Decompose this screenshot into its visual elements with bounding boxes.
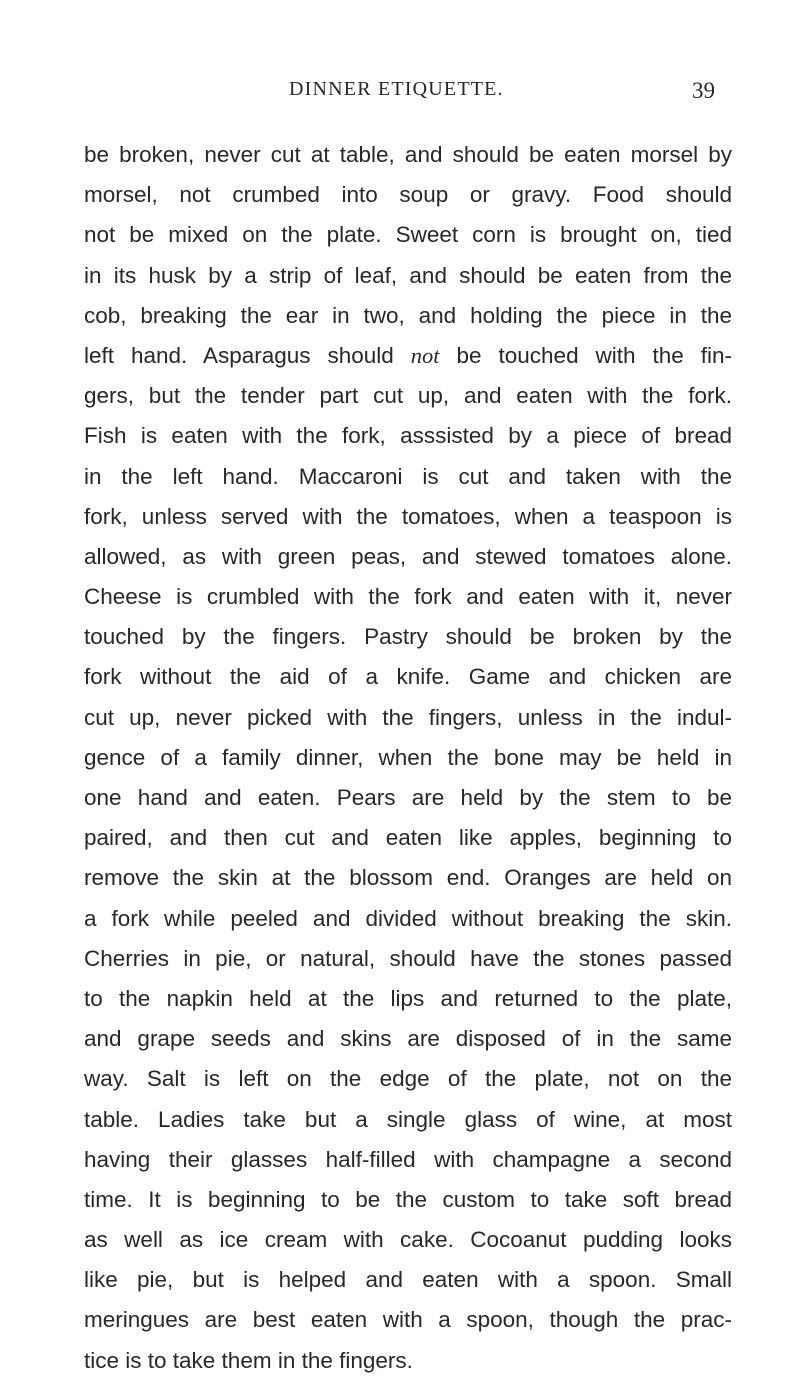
page-number: 39 — [692, 78, 715, 103]
text-line: one hand and eaten. Pears are held by the stem to be — [84, 785, 732, 810]
text-line: be broken, never cut at table, and should be eaten morsel by — [84, 142, 732, 167]
text-line: Cherries in pie, or natural, should have the stones passed — [84, 945, 732, 971]
text-line: gence of a family dinner, when the bone may be held in — [84, 744, 732, 770]
text-line: fork without the aid of a knife. Game and chicken are — [84, 664, 732, 690]
text-line: not be mixed on the plate. Sweet corn is brought on, tied — [84, 222, 732, 248]
text-line — [84, 336, 732, 376]
text-line: fork, unless served with the tomatoes, when a teaspoon is — [84, 503, 732, 529]
running-header — [0, 78, 800, 108]
running-title: DINNER ETIQUETTE. — [289, 78, 504, 100]
text-line: gers, but the tender part cut up, and eaten with the fork. — [84, 383, 732, 409]
text-line: Fish is eaten with the fork, asssisted by a piece of bread — [84, 423, 732, 449]
text-line: having their glasses half-filled with champagne a second — [84, 1146, 732, 1172]
text-segment: left hand. Asparagus should — [84, 342, 394, 368]
text-line: morsel, not crumbed into soup or gravy. Food should — [84, 182, 732, 208]
text-line: meringues are best eaten with a spoon, though the prac- — [84, 1307, 732, 1333]
emphasized-word: not — [410, 342, 440, 368]
text-line: Cheese is crumbled with the fork and eaten with it, never — [84, 584, 732, 610]
body-paragraph — [84, 135, 732, 1381]
text-line: allowed, as with green peas, and stewed tomatoes alone. — [84, 543, 732, 569]
text-line: paired, and then cut and eaten like apples, beginning to — [84, 825, 732, 851]
text-line: tice is to take them in the fingers. — [84, 1347, 413, 1373]
text-line: as well as ice cream with cake. Cocoanut pudding looks — [84, 1227, 732, 1253]
text-line: cut up, never picked with the fingers, unless in the indul- — [84, 704, 732, 730]
text-line: table. Ladies take but a single glass of wine, at most — [84, 1106, 732, 1132]
text-line: remove the skin at the blossom end. Oranges are held on — [84, 865, 732, 891]
text-line: cob, breaking the ear in two, and holding the piece in the — [84, 302, 732, 328]
text-line: touched by the fingers. Pastry should be broken by the — [84, 624, 732, 650]
text-line: in the left hand. Maccaroni is cut and taken with the — [84, 463, 732, 489]
text-line: like pie, but is helped and eaten with a spoon. Small — [84, 1267, 732, 1293]
text-line: to the napkin held at the lips and returned to the plate, — [84, 985, 732, 1011]
text-line: and grape seeds and skins are disposed of in the same — [84, 1026, 732, 1052]
text-line: a fork while peeled and divided without breaking the skin. — [84, 905, 732, 931]
text-segment: be touched with the fin- — [456, 342, 732, 368]
text-line: in its husk by a strip of leaf, and should be eaten from the — [84, 262, 732, 288]
text-line: time. It is beginning to be the custom to take soft bread — [84, 1186, 732, 1212]
text-line: way. Salt is left on the edge of the plate, not on the — [84, 1066, 732, 1092]
